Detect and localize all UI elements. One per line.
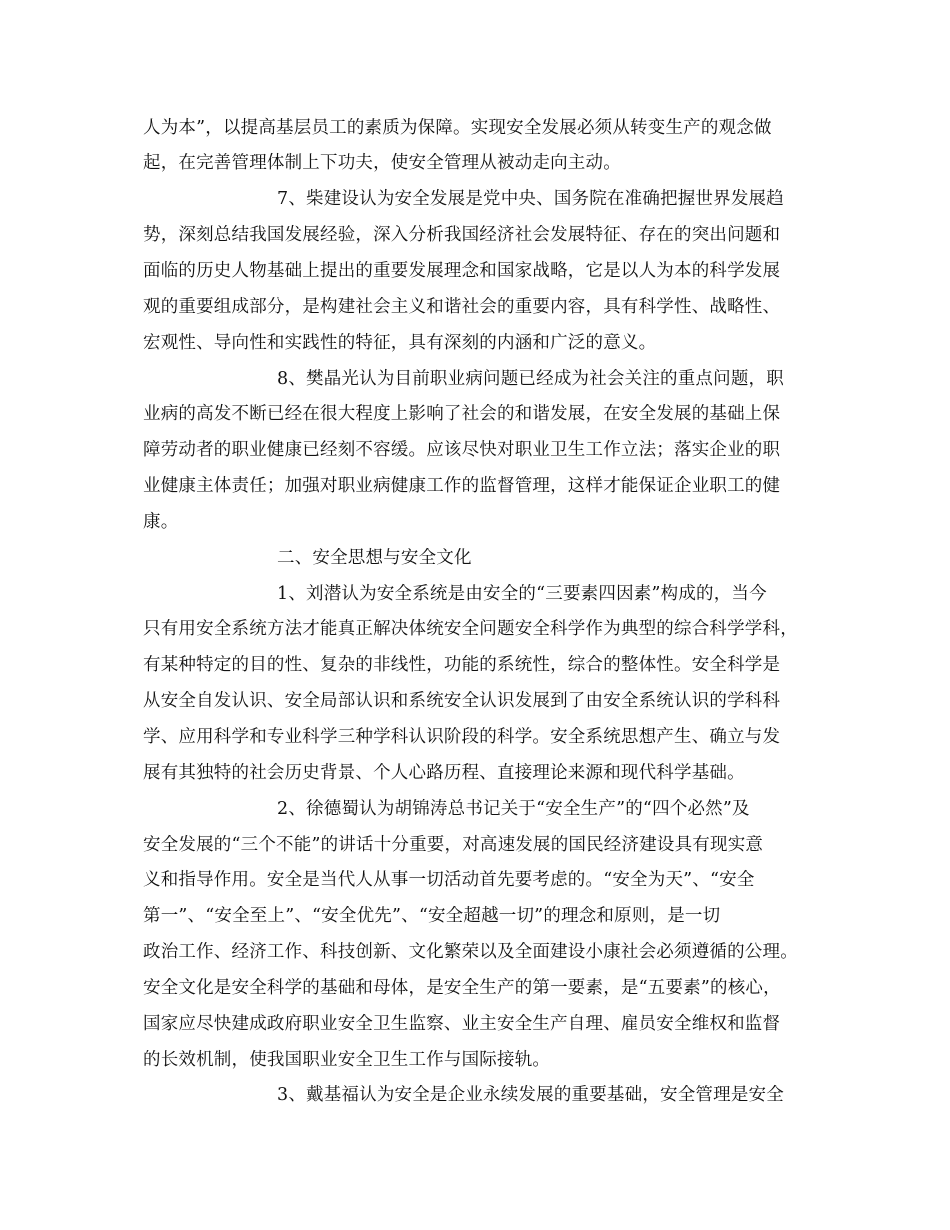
text-line: 观的重要组成部分，是构建社会主义和谐社会的重要内容，具有科学性、战略性、	[143, 297, 781, 317]
text-line: 业健康主体责任；加强对职业病健康工作的监督管理，这样才能保证企业职工的健	[143, 476, 781, 496]
text-line: 展有其独特的社会历史背景、个人心路历程、直接理论来源和现代科学基础。	[143, 763, 745, 783]
text-line: 康。	[143, 512, 179, 532]
paragraph-start-line: 1、刘潜认为安全系统是由安全的“三要素四因素”构成的，当今	[277, 584, 767, 604]
text-line: 第一”、“安全至上”、“安全优先”、“安全超越一切”的理念和原则，是一切	[143, 906, 721, 926]
text-line: 起，在完善管理体制上下功夫，使安全管理从被动走向主动。	[143, 153, 621, 173]
text-line: 的长效机制，使我国职业安全卫生工作与国际接轨。	[143, 1050, 551, 1070]
paragraph-start-line: 8、樊晶光认为目前职业病问题已经成为社会关注的重点问题，职	[277, 369, 784, 389]
text-line: 业病的高发不断已经在很大程度上影响了社会的和谐发展，在安全发展的基础上保	[143, 404, 781, 424]
text-line: 学、应用科学和专业科学三种学科认识阶段的科学。安全系统思想产生、确立与发	[143, 727, 781, 747]
text-line: 人为本”，以提高基层员工的素质为保障。实现安全发展必须从转变生产的观念做	[143, 118, 772, 138]
paragraph-start-line: 2、徐德蜀认为胡锦涛总书记关于“安全生产”的“四个必然”及	[277, 799, 750, 819]
text-line: 从安全自发认识、安全局部认识和系统安全认识发展到了由安全系统认识的学科科	[143, 691, 781, 711]
paragraph-start-line: 3、戴基福认为安全是企业永续发展的重要基础，安全管理是安全	[277, 1085, 784, 1105]
section-heading: 二、安全思想与安全文化	[277, 548, 472, 568]
text-line: 有某种特定的目的性、复杂的非线性，功能的系统性，综合的整体性。安全科学是	[143, 655, 781, 675]
text-line: 只有用安全系统方法才能真正解决体统安全问题安全科学作为典型的综合科学学科，	[143, 619, 798, 639]
text-line: 安全文化是安全科学的基础和母体，是安全生产的第一要素，是“五要素”的核心，	[143, 978, 781, 998]
text-line: 义和指导作用。安全是当代人从事一切活动首先要考虑的。“安全为天”、“安全	[143, 870, 755, 890]
text-line: 政治工作、经济工作、科技创新、文化繁荣以及全面建设小康社会必须遵循的公理。	[143, 942, 798, 962]
text-line: 宏观性、导向性和实践性的特征，具有深刻的内涵和广泛的意义。	[143, 333, 657, 353]
text-line: 障劳动者的职业健康已经刻不容缓。应该尽快对职业卫生工作立法；落实企业的职	[143, 440, 781, 460]
text-line: 安全发展的“三个不能”的讲话十分重要，对高速发展的国民经济建设具有现实意	[143, 835, 764, 855]
text-line: 国家应尽快建成政府职业安全卫生监察、业主安全生产自理、雇员安全维权和监督	[143, 1014, 781, 1034]
text-line: 势，深刻总结我国发展经验，深入分析我国经济社会发展特征、存在的突出问题和	[143, 225, 781, 245]
paragraph-start-line: 7、柴建设认为安全发展是党中央、国务院在准确把握世界发展趋	[277, 189, 784, 209]
text-line: 面临的历史人物基础上提出的重要发展理念和国家战略，它是以人为本的科学发展	[143, 261, 781, 281]
